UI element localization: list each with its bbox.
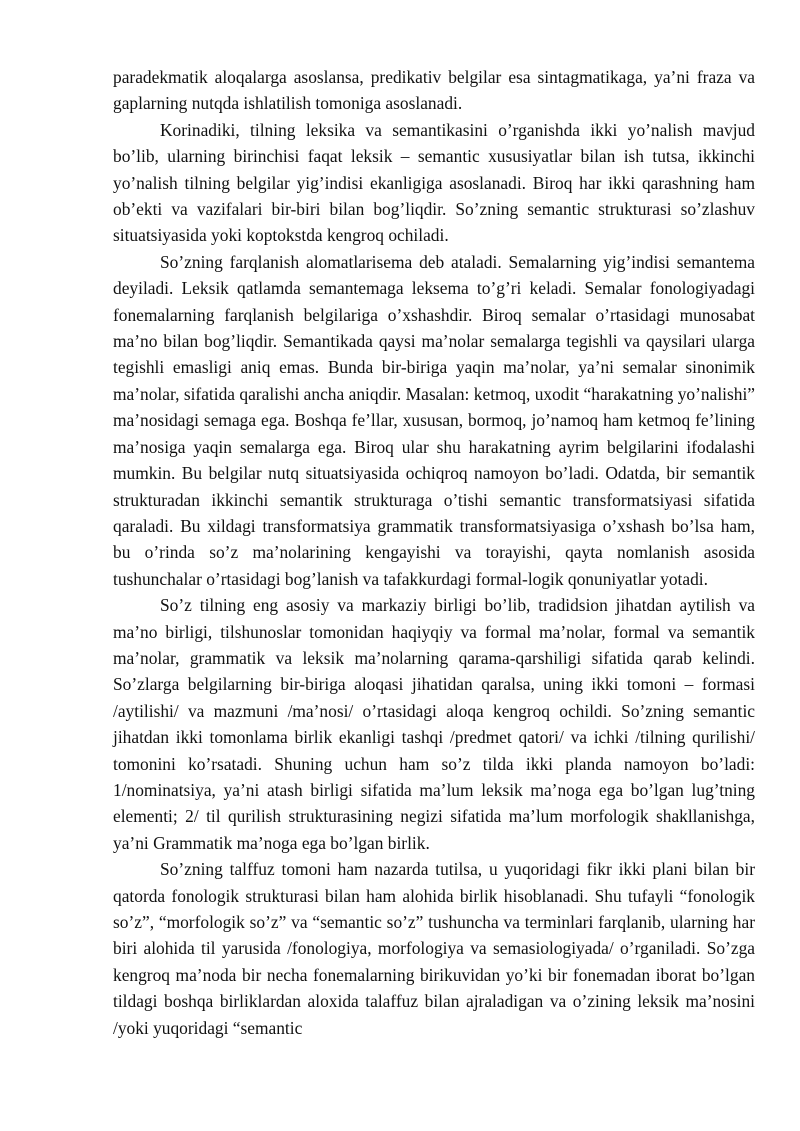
paragraph-4: So’z tilning eng asosiy va markaziy birligi bo’lib, tradidsion jihatdan aytilish va ma’no birligi, tilshunoslar tomonidan haqiyqiy va formal ma’nolar, formal va semantik ma’nolar, grammatik va leksik ma’nolarning qarama-qarshiligi sifatida qarab kelindi. So’zlarga belgilarning bir-biriga aloqasi jihatidan qaralsa, uning ikki tomoni – formasi /aytilishi/ va mazmuni /ma’nosi/ o’rtasidagi aloqa kengroq ochildi. So’zning semantic jihatdan ikki tomonlama birlik ekanligi tashqi /predmet qatori/ va ichki /tilning qurilishi/ tomonini ko’rsatadi. Shuning uchun ham so’z tilda ikki planda namoyon bo’ladi: 1/nominatsiya, ya’ni atash birligi sifatida ma’lum leksik ma’noga ega bo’lgan lug’tning elementi; 2/ til qurilish strukturasining negizi sifatida ma’lum morfologik shakllanishga, ya’ni Grammatik ma’noga ega bo’lgan birlik. — [113, 595, 755, 853]
document-page — [113, 64, 755, 1041]
paragraph-2: Korinadiki, tilning leksika va semantikasini o’rganishda ikki yo’nalish mavjud bo’lib, ularning birinchisi faqat leksik – semantic xususiyatlar bilan ish tutsa, ikkinchi yo’nalish tilning belgilar yig’indisi ekanligiga asoslanadi. Biroq har ikki qarashning ham ob’ekti va vazifalari bir-biri bilan bog’liqdir. So’zning semantic strukturasi so’zlashuv situatsiyasida yoki koptokstda kengroq ochiladi. — [113, 119, 755, 246]
paragraph-3: So’zning farqlanish alomatlarisema deb ataladi. Semalarning yig’indisi semantema deyiladi. Leksik qatlamda semantemaga leksema to’g’ri keladi. Semalar fonologiyadagi fonemalarning farqlanish belgilariga o’xshashdir. Biroq semalar o’rtasidagi munosabat ma’no bilan bog’liqdir. Semantikada qaysi ma’nolar semalarga tegishli va qaysilari ularga tegishli emasligi aniq emas. Bunda bir-biriga yaqin ma’nolar, ya’ni semalar sinonimik ma’nolar, sifatida qaralishi ancha aniqdir. Masalan: ketmoq, uxodit “harakatning yo’nalishi” ma’nosidagi semaga ega. Boshqa fe’llar, xususan, bormoq, jo’namoq ham ketmoq fe’lining ma’nosiga yaqin semalarga ega. Biroq ular shu harakatning ayrim belgilarini ifodalashi mumkin. Bu belgilar nutq situatsiyasida ochiqroq namoyon bo’ladi. Odatda, bir semantik strukturadan ikkinchi semantik strukturaga o’tishi semantic transformatsiyasi sifatida qaraladi. Bu xildagi transformatsiya grammatik transformatsiyasiga o’xshash bo’lsa ham, bu o’rinda so’z ma’nolarining kengayishi va torayishi, qayta nomlanish asosida tushunchalar o’rtasidagi bog’lanish va tafakkurdagi formal-logik qonuniyatlar yotadi. — [113, 251, 755, 589]
paragraph-5: So’zning talffuz tomoni ham nazarda tutilsa, u yuqoridagi fikr ikki plani bilan bir qatorda fonologik strukturasi bilan ham alohida birlik hisoblanadi. Shu tufayli “fonologik so’z”, “morfologik so’z” va “semantic so’z” tushuncha va terminlari farqlanib, ularning har biri alohida til yarusida /fonologiya, morfologiya va semasiologiyada/ o’rganiladi. So’zga kengroq ma’noda bir necha fonemalarning birikuvidan yo’ki bir fonemadan iborat bo’lgan tildagi boshqa birliklardan aloxida talaffuz bilan ajraladigan va o’zining leksik ma’nosini /yoki yuqoridagi “semantic — [113, 859, 755, 1038]
paragraph-1: paradekmatik aloqalarga asoslansa, predikativ belgilar esa sintagmatikaga, ya’ni fraza va gaplarning nutqda ishlatilish tomoniga asoslanadi. — [113, 67, 755, 114]
